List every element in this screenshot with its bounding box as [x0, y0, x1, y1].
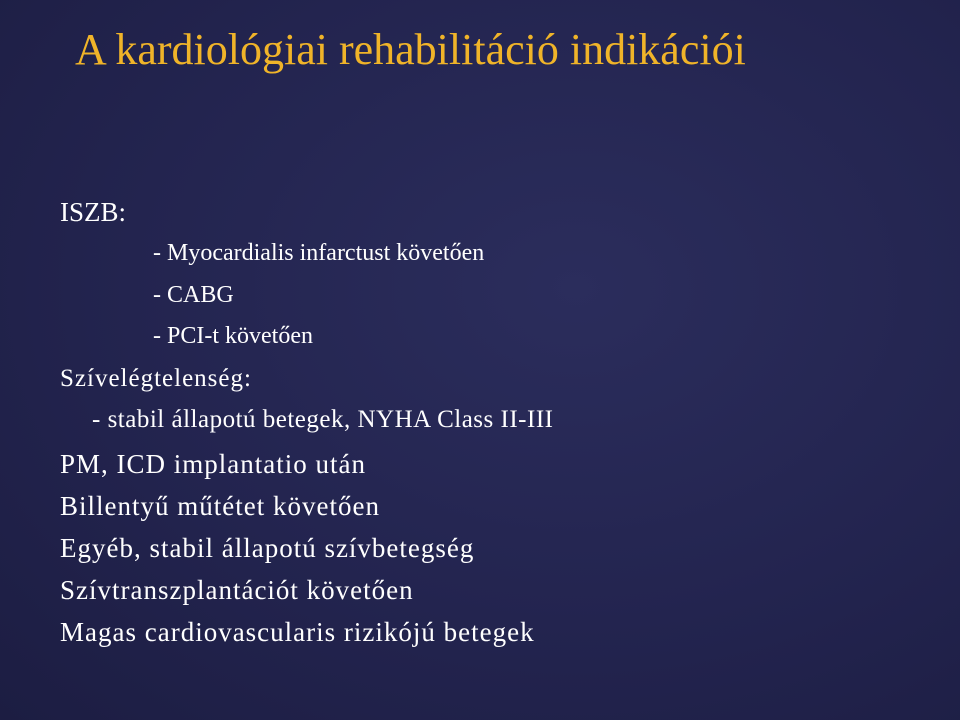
list-item-szivtranszplantacio: Szívtranszplantációt követően	[60, 575, 414, 605]
list-item-pci: - PCI-t követően	[153, 323, 313, 349]
slide-title: A kardiológiai rehabilitáció indikációi	[75, 25, 746, 74]
list-item-pm-icd: PM, ICD implantatio után	[60, 449, 366, 479]
list-heading-iszb: ISZB:	[60, 197, 127, 227]
list-item-magas-rizikoju: Magas cardiovascularis rizikójú betegek	[60, 617, 535, 647]
list-heading-szivelegtelenseg: Szívelégtelenség:	[60, 365, 252, 392]
list-item-cabg: - CABG	[153, 282, 234, 308]
list-item-myocardialis: - Myocardialis infarctust követően	[153, 240, 485, 266]
list-item-stabil-nyha: - stabil állapotú betegek, NYHA Class II-III	[92, 406, 554, 433]
list-item-egyeb: Egyéb, stabil állapotú szívbetegség	[60, 533, 475, 563]
list-item-billentyu: Billentyű műtétet követően	[60, 491, 380, 521]
